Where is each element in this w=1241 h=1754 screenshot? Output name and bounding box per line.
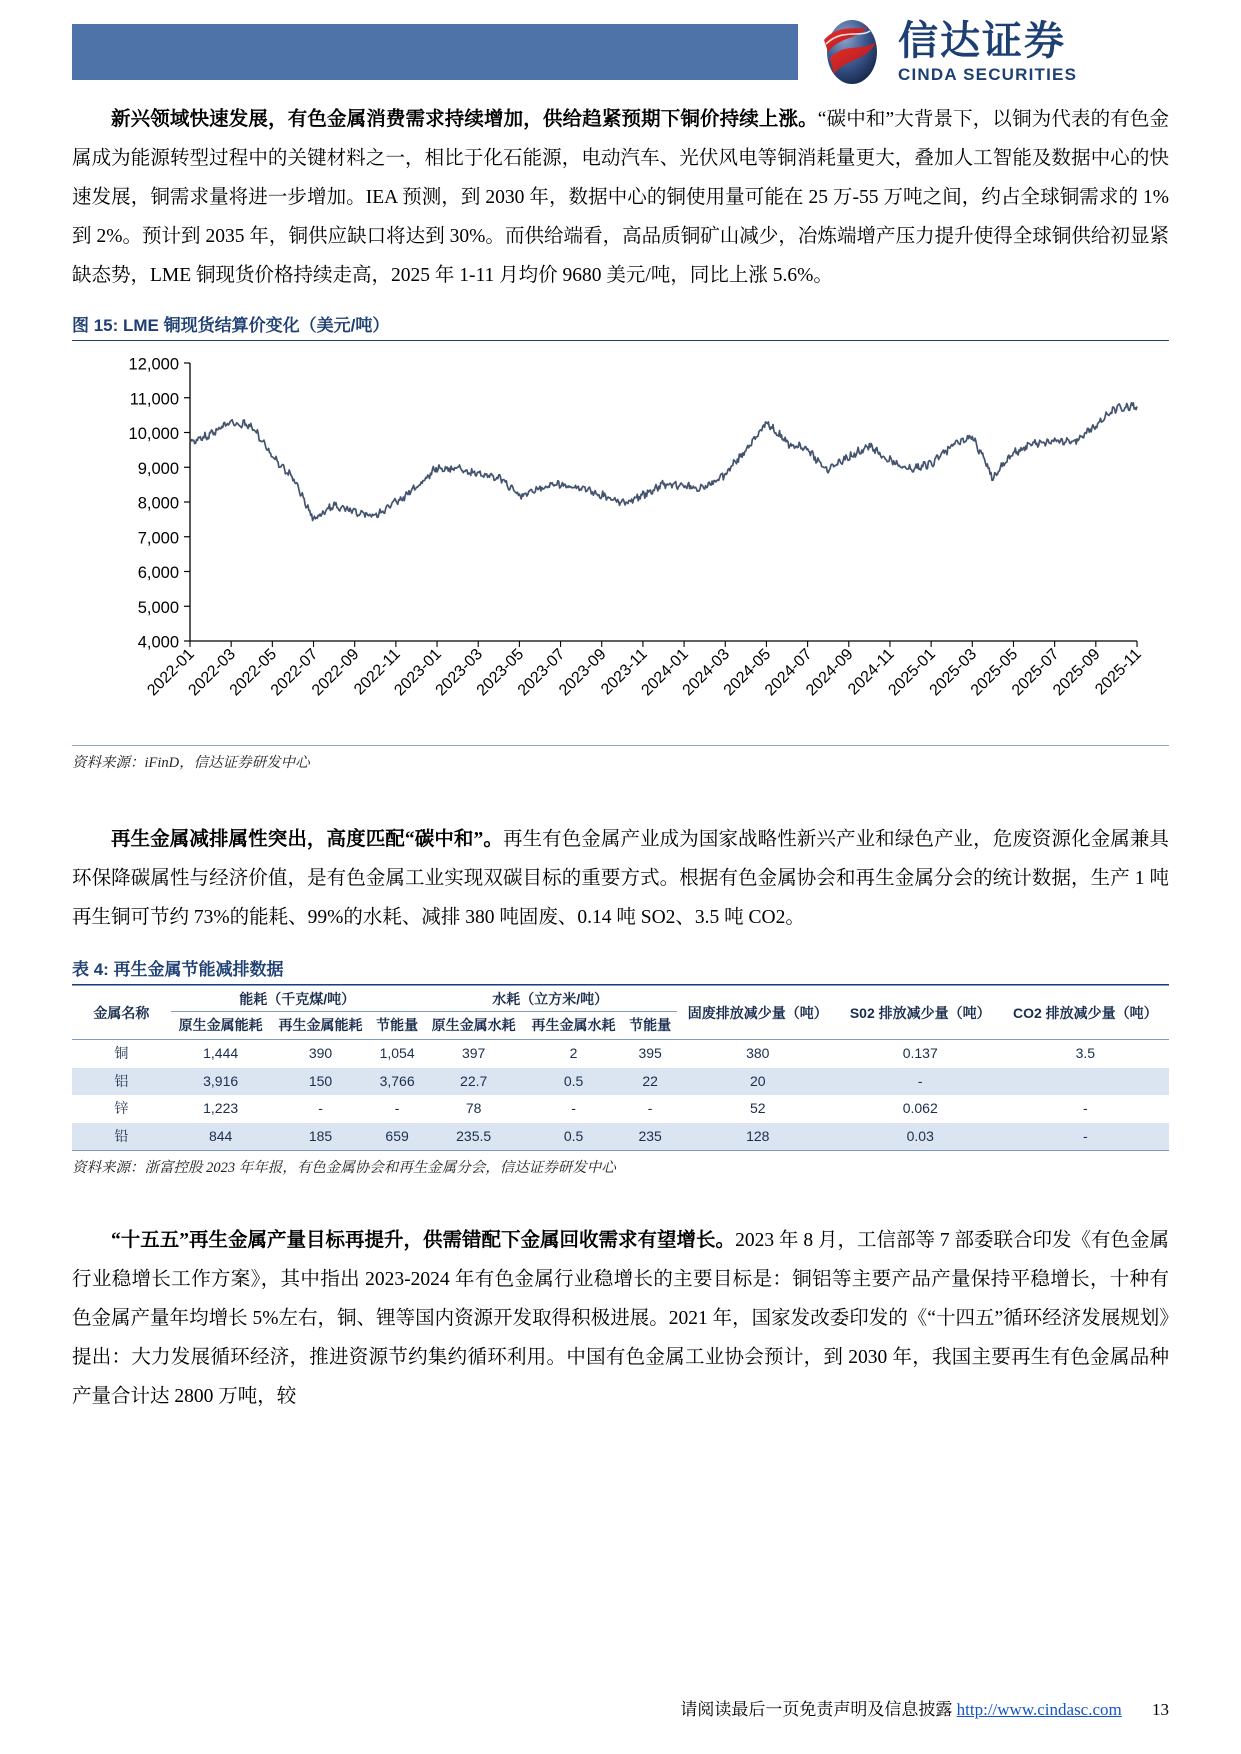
page-footer xyxy=(72,1695,1169,1720)
table-cell: 0.5 xyxy=(524,1123,624,1151)
x-axis-tick-label: 2025-05 xyxy=(967,645,1022,700)
table-row xyxy=(72,1095,1169,1123)
x-axis-tick-label: 2022-01 xyxy=(144,645,198,700)
table-group-header: 金属名称 xyxy=(93,1005,150,1022)
y-axis-tick-label: 12,000 xyxy=(128,355,179,374)
table-4-title: 表 4: 再生金属节能减排数据 xyxy=(72,955,1169,985)
x-axis-tick-label: 2025-03 xyxy=(926,645,981,700)
table-sub-header: 节能量 xyxy=(376,1016,419,1033)
table-group-header: 固废排放减少量（吨） xyxy=(687,1005,828,1022)
y-axis-tick-label: 9,000 xyxy=(137,459,179,478)
figure-15 xyxy=(72,311,1169,772)
table-sub-header: 再生金属水耗 xyxy=(531,1016,616,1033)
table-cell: 235 xyxy=(623,1123,676,1151)
table-body xyxy=(72,1040,1169,1151)
cinda-logo-icon xyxy=(818,18,886,86)
table-cell: 128 xyxy=(677,1123,839,1151)
y-axis-tick-label: 11,000 xyxy=(129,390,179,409)
table-cell: 22 xyxy=(623,1068,676,1096)
figure-15-title: 图 15: LME 铜现货结算价变化（美元/吨） xyxy=(72,311,1169,341)
page-content xyxy=(72,100,1169,1416)
figure-15-source: 资料来源：iFinD，信达证券研发中心 xyxy=(72,755,310,771)
table-4-source: 资料来源：浙富控股 2023 年年报，有色金属协会和再生金属分会，信达证券研发中心 xyxy=(72,1160,616,1176)
table-head xyxy=(72,986,1169,1040)
table-cell: - xyxy=(647,1100,653,1116)
y-axis-tick-label: 6,000 xyxy=(137,564,179,582)
paragraph-1-lead: 新兴领域快速发展，有色金属消费需求持续增加，供给趋紧预期下铜价持续上涨。 xyxy=(111,109,818,130)
paragraph-2-body: 再生有色金属产业成为国家战略性新兴产业和绿色产业，危废资源化金属兼具环保降碳属性与经济价值，是有色金属工业实现双碳目标的重要方式。根据有色金属协会和再生金属分会的统计数据，生产 1 吨再生铜可节约 73%的能耗、99%的水耗、减排 380 吨固废、0.14 吨 SO2、3.5 吨 CO2。 xyxy=(72,829,1169,928)
table-cell: 20 xyxy=(677,1068,839,1096)
paragraph-3 xyxy=(72,1221,1169,1416)
table-group-header: 水耗（立方米/吨） xyxy=(424,986,677,1012)
table-cell: 0.5 xyxy=(524,1068,624,1096)
x-axis-tick-label: 2022-09 xyxy=(308,645,363,700)
table-cell: 52 xyxy=(749,1100,766,1116)
table-sub-header: 再生金属能耗 xyxy=(278,1016,363,1033)
x-axis-tick-label: 2022-05 xyxy=(226,645,281,700)
x-axis-tick-label: 2024-03 xyxy=(679,645,734,700)
paragraph-3-body: 2023 年 8 月，工信部等 7 部委联合印发《有色金属行业稳增长工作方案》，其中指出 2023-2024 年有色金属行业稳增长的主要目标是：铜铝等主要产品产量保持平稳增长，十种有色金属产量年均增长 5%左右，铜、锂等国内资源开发取得积极进展。2021 年，国家发改委印发的《“十四五”循环经济发展规划》提出：大力发展循环经济，推进资源节约集约循环利用。中国有色金属工业协会预计，到 2030 年，我国主要再生有色金属品种产量合计达 2800 万吨，较 xyxy=(72,1230,1169,1407)
y-axis-tick-label: 8,000 xyxy=(137,494,179,513)
table-group-header: S02 排放减少量（吨） xyxy=(849,1005,991,1022)
table-cell: 1,444 xyxy=(203,1045,239,1061)
price-line-series xyxy=(190,403,1137,521)
x-axis-tick-label: 2025-01 xyxy=(885,645,939,700)
footer-url-link[interactable]: http://www.cindasc.com xyxy=(956,1700,1122,1719)
x-axis-tick-label: 2022-11 xyxy=(350,645,404,699)
x-axis-tick-label: 2024-09 xyxy=(803,645,857,700)
table-cell-metal-name: 铜 xyxy=(114,1045,129,1061)
x-axis-tick-label: 2023-11 xyxy=(598,645,651,699)
table-group-header: 能耗（千克煤/吨） xyxy=(171,986,424,1012)
x-axis-tick-label: 2024-01 xyxy=(638,645,692,700)
table-4 xyxy=(72,955,1169,1177)
table-cell-metal-name: 锌 xyxy=(114,1100,129,1116)
line-chart-svg xyxy=(72,351,1169,739)
table-cell: 1,223 xyxy=(203,1100,239,1116)
table-cell: 390 xyxy=(308,1045,333,1061)
paragraph-2-lead: 再生金属减排属性突出，高度匹配“碳中和”。 xyxy=(111,829,503,850)
table-sub-header: 节能量 xyxy=(629,1016,672,1033)
header-blue-bar xyxy=(72,24,798,80)
x-axis-tick-label: 2025-07 xyxy=(1008,645,1063,700)
x-axis-tick-label: 2022-03 xyxy=(185,645,240,700)
paragraph-3-lead: “十五五”再生金属产量目标再提升，供需错配下金属回收需求有望增长。 xyxy=(111,1230,736,1251)
table-cell: 3,916 xyxy=(171,1068,271,1096)
table-cell: 185 xyxy=(271,1123,371,1151)
table-cell: 0.062 xyxy=(902,1100,938,1116)
table-cell: - xyxy=(571,1100,576,1116)
table-row xyxy=(72,1040,1169,1068)
paragraph-2 xyxy=(72,820,1169,937)
x-axis-tick-label: 2025-09 xyxy=(1050,645,1104,700)
table-sub-header: 原生金属能耗 xyxy=(178,1016,263,1033)
x-axis-tick-label: 2024-11 xyxy=(845,645,898,699)
recycled-metal-table xyxy=(72,985,1169,1151)
logo-chinese-name: 信达证券 xyxy=(898,19,1066,63)
table-cell: - xyxy=(394,1100,400,1116)
table-cell: - xyxy=(839,1068,1002,1096)
table-cell: 397 xyxy=(461,1045,486,1061)
table-cell: 380 xyxy=(746,1045,770,1061)
page-number: 13 xyxy=(1152,1700,1169,1719)
table-sub-header: 原生金属水耗 xyxy=(431,1016,516,1033)
chart-canvas xyxy=(72,351,1169,741)
table-cell: - xyxy=(318,1100,323,1116)
table-cell-metal-name: 铅 xyxy=(72,1123,171,1151)
table-cell: 78 xyxy=(465,1100,482,1116)
y-axis-tick-label: 5,000 xyxy=(137,598,179,617)
table-cell: 0.137 xyxy=(902,1045,938,1061)
table-cell: 1,054 xyxy=(379,1045,415,1061)
table-cell: 22.7 xyxy=(424,1068,524,1096)
x-axis-tick-label: 2023-09 xyxy=(556,645,610,700)
y-axis-tick-label: 10,000 xyxy=(128,425,179,443)
x-axis-tick-label: 2022-07 xyxy=(267,645,322,700)
table-cell: 3.5 xyxy=(1075,1045,1096,1061)
y-axis-tick-label: 7,000 xyxy=(137,529,179,548)
table-cell: 0.03 xyxy=(839,1123,1002,1151)
table-cell: - xyxy=(1083,1100,1088,1116)
table-cell: - xyxy=(1002,1123,1169,1151)
x-axis-tick-label: 2023-01 xyxy=(391,645,445,700)
table-row xyxy=(72,1123,1169,1151)
paragraph-1-body: “碳中和”大背景下，以铜为代表的有色金属成为能源转型过程中的关键材料之一，相比于化石能源，电动汽车、光伏风电等铜消耗量更大，叠加人工智能及数据中心的快速发展，铜需求量将进一步增加。IEA 预测，到 2030 年，数据中心的铜使用量可能在 25 万-55 万吨之间，约占全球铜需求的 1%到 2%。预计到 2035 年，铜供应缺口将达到 30%。而供给端看，高品质铜矿山减少，冶炼端增产压力提升使得全球铜供给初显紧缺态势，LME 铜现货价格持续走高，2025 年 1-11 月均价 9680 美元/吨，同比上涨 5.6%。 xyxy=(72,109,1169,286)
table-cell: 235.5 xyxy=(424,1123,524,1151)
x-axis-tick-label: 2023-05 xyxy=(473,645,528,700)
x-axis-tick-label: 2025-11 xyxy=(1092,645,1145,699)
table-cell xyxy=(1002,1068,1169,1096)
table-row xyxy=(72,1068,1169,1096)
x-axis-tick-label: 2024-05 xyxy=(720,645,775,700)
table-cell: 395 xyxy=(638,1045,662,1061)
paragraph-1 xyxy=(72,100,1169,295)
table-cell: 844 xyxy=(171,1123,271,1151)
page-header xyxy=(0,0,1241,100)
figure-15-body xyxy=(72,341,1169,746)
table-group-header: CO2 排放减少量（吨） xyxy=(1013,1005,1158,1022)
company-logo xyxy=(818,16,1174,88)
table-cell: 659 xyxy=(370,1123,423,1151)
y-axis-tick-label: 4,000 xyxy=(137,633,179,652)
table-group-header-row xyxy=(72,986,1169,1012)
x-axis-tick-label: 2023-07 xyxy=(514,645,569,700)
x-axis-tick-label: 2023-03 xyxy=(432,645,487,700)
x-axis-tick-label: 2024-07 xyxy=(761,645,816,700)
table-cell: 2 xyxy=(569,1045,578,1061)
logo-english-name: CINDA SECURITIES xyxy=(898,65,1078,84)
table-cell-metal-name: 铝 xyxy=(72,1068,171,1096)
table-cell: 150 xyxy=(271,1068,371,1096)
footer-disclaimer: 请阅读最后一页免责声明及信息披露 xyxy=(680,1700,953,1719)
table-cell: 3,766 xyxy=(370,1068,423,1096)
